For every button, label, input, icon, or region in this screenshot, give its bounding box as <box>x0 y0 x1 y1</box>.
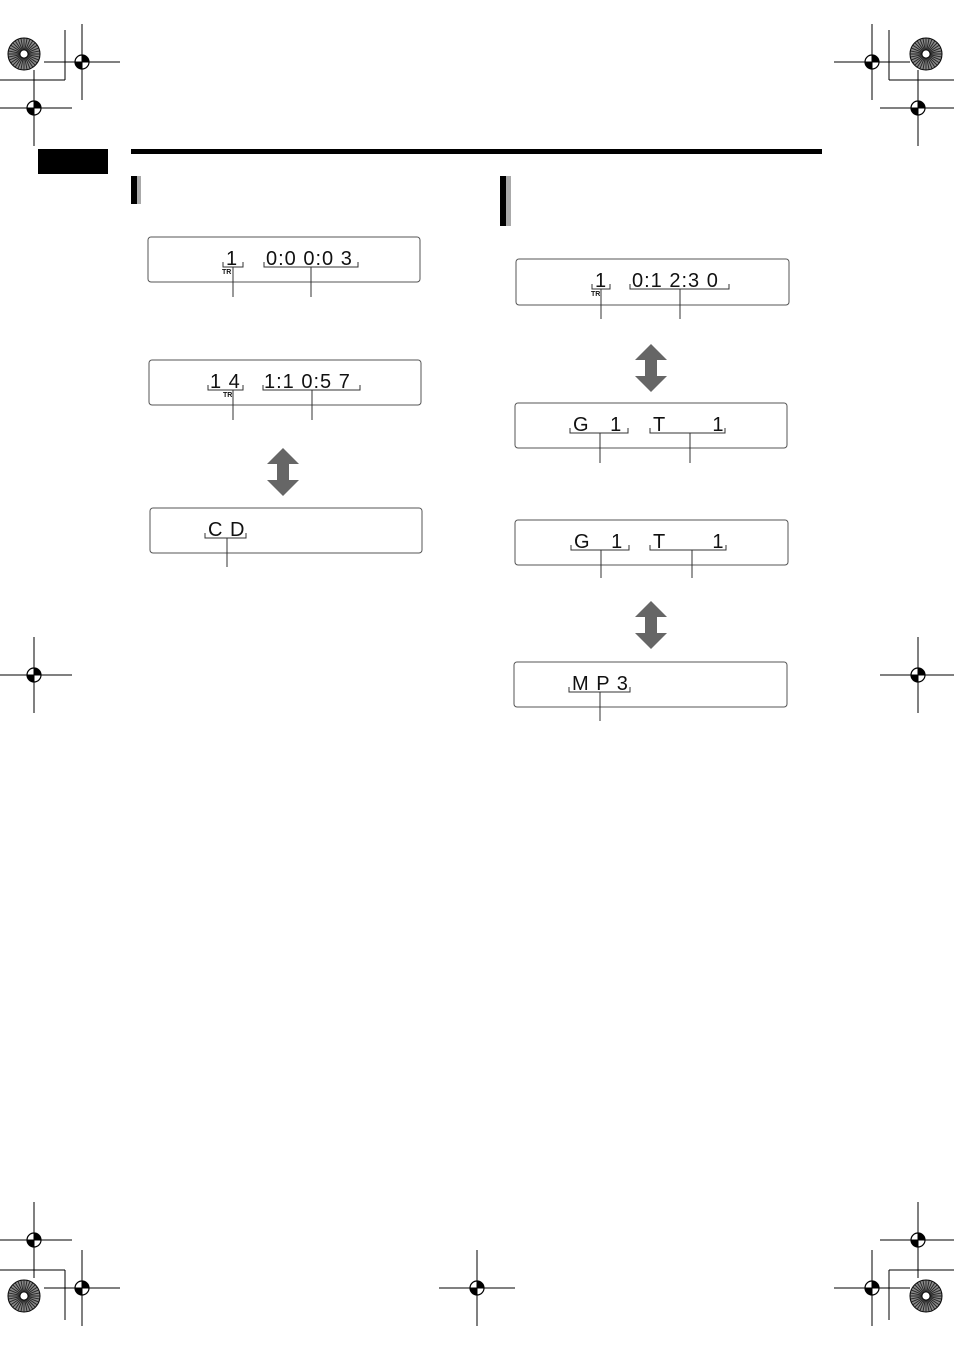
mp3-display-2 <box>515 403 787 463</box>
double-arrow-icon <box>267 448 299 496</box>
crosshair-registration-icon <box>0 70 72 146</box>
source-label: C D <box>208 519 246 541</box>
group-number: G 1 <box>574 531 624 553</box>
section-marker-cd <box>131 176 141 204</box>
mp3-display-3 <box>515 520 788 578</box>
track-number: T 1 <box>653 531 725 553</box>
crosshair-registration-icon <box>880 70 954 146</box>
crosshair-registration-icon <box>439 1250 515 1326</box>
section-marker-mp3 <box>500 176 511 226</box>
crosshair-registration-icon <box>834 24 910 100</box>
track-indicator: TR <box>591 291 601 298</box>
cd-display-1 <box>148 237 420 297</box>
track-number: 1 4 <box>210 371 241 393</box>
mp3-display-1 <box>516 259 789 319</box>
mp3-display-4 <box>514 662 787 721</box>
track-number: 1 <box>595 270 608 292</box>
double-arrow-icon <box>635 344 667 392</box>
color-wheel-icon <box>910 38 942 70</box>
color-wheel-icon <box>8 38 40 70</box>
elapsed-time: 1:1 0:5 7 <box>264 371 351 393</box>
track-indicator: TR <box>223 392 233 399</box>
track-number: 1 <box>226 248 239 270</box>
crop-marks <box>0 30 954 1320</box>
cd-display-3 <box>150 508 422 567</box>
crosshair-registration-icon <box>0 1202 72 1278</box>
source-label: M P 3 <box>572 673 629 695</box>
crosshair-registration-icon <box>44 1250 120 1326</box>
double-arrow-icon <box>635 601 667 649</box>
elapsed-time: 0:1 2:3 0 <box>632 270 719 292</box>
crosshair-registration-icon <box>834 1250 910 1326</box>
group-number: G 1 <box>573 414 623 436</box>
crosshair-registration-icon <box>0 637 72 713</box>
cd-display-2 <box>149 360 421 420</box>
elapsed-time: 0:0 0:0 3 <box>266 248 353 270</box>
color-wheel-icon <box>910 1280 942 1312</box>
crosshair-registration-icon <box>880 1202 954 1278</box>
track-number: T 1 <box>653 414 725 436</box>
crosshair-registration-icon <box>880 637 954 713</box>
header-rule <box>131 149 822 154</box>
track-indicator: TR <box>222 269 232 276</box>
crosshair-registration-icon <box>44 24 120 100</box>
color-wheel-icon <box>8 1280 40 1312</box>
language-tab <box>38 149 108 174</box>
